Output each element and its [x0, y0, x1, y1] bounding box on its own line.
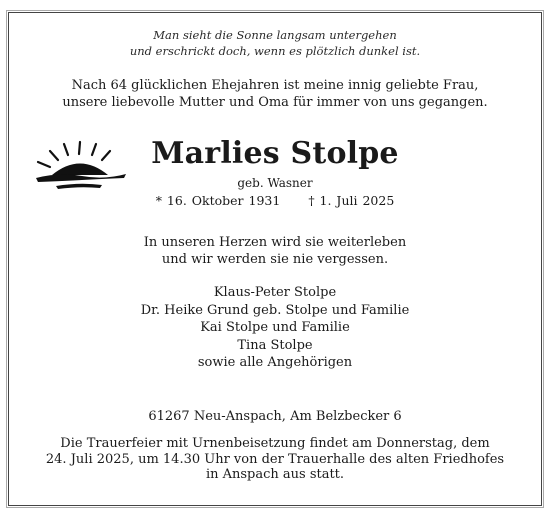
poem-line: und erschrickt doch, wenn es plötzlich dunkel ist. [129, 44, 421, 58]
funeral-line: 24. Juli 2025, um 14.30 Uhr von der Trauerhalle des alten Friedhofes [45, 451, 505, 467]
funeral-info [0, 436, 550, 483]
intro-line: unsere liebevolle Mutter und Oma für immer von uns gegangen. [62, 95, 488, 110]
memory-text [0, 234, 550, 268]
birth-date: * 16. Oktober 1931 [155, 193, 281, 208]
death-date: † 1. Juli 2025 [308, 193, 395, 208]
memory-line: und wir werden sie nie vergessen. [161, 252, 389, 267]
mourner: sowie alle Angehörigen [197, 355, 353, 370]
mourner: Dr. Heike Grund geb. Stolpe und Familie [140, 302, 410, 318]
poem [0, 27, 550, 59]
intro-text [0, 77, 550, 111]
birth-name: geb. Wasner [237, 176, 313, 190]
address: 61267 Neu-Anspach, Am Belzbecker 6 [148, 409, 402, 424]
mourner: Tina Stolpe [237, 337, 313, 353]
funeral-line: in Anspach aus statt. [205, 467, 345, 482]
poem-line: Man sieht die Sonne langsam untergehen [153, 28, 397, 42]
intro-line: Nach 64 glücklichen Ehejahren ist meine innig geliebte Frau, [71, 78, 479, 93]
mourners-list [0, 284, 550, 372]
memory-line: In unseren Herzen wird sie weiterleben [143, 235, 407, 250]
life-dates [0, 193, 550, 208]
mourner: Kai Stolpe und Familie [200, 320, 350, 335]
funeral-line: Die Trauerfeier mit Urnenbeisetzung findet am Donnerstag, dem [60, 436, 490, 451]
mourner: Klaus-Peter Stolpe [213, 285, 337, 300]
deceased-name: Marlies Stolpe [151, 136, 399, 171]
